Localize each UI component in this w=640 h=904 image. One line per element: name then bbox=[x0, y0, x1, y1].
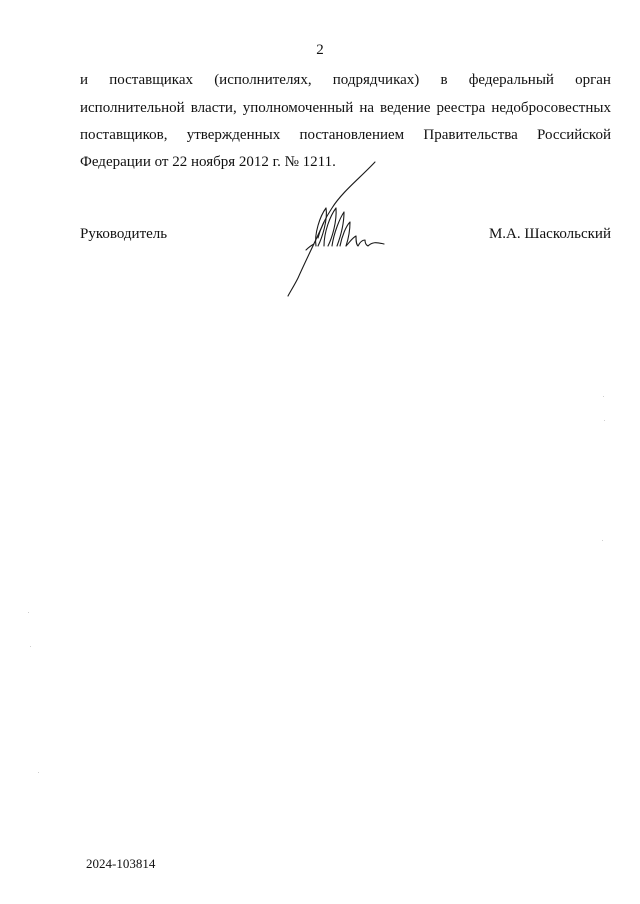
paragraph-word: исполнительной bbox=[80, 100, 185, 116]
paragraph-word: недобросовестных bbox=[491, 100, 611, 116]
paragraph-line-3 bbox=[80, 121, 611, 149]
paragraph-word: в bbox=[440, 72, 448, 88]
paragraph-word: постановлением bbox=[299, 127, 405, 143]
paragraph-word: утвержденных bbox=[186, 127, 281, 143]
paragraph-line-2 bbox=[80, 94, 611, 122]
paragraph-word: подрядчиках) bbox=[332, 72, 420, 88]
paragraph-line-1 bbox=[80, 66, 611, 94]
paragraph-word: Российской bbox=[537, 127, 611, 143]
paragraph-word: федеральный bbox=[468, 72, 554, 88]
paragraph-word: поставщиков, bbox=[80, 127, 168, 143]
document-code: 2024-103814 bbox=[86, 856, 156, 871]
paragraph-word: поставщиках bbox=[109, 72, 194, 88]
paragraph-word: реестра bbox=[436, 100, 486, 116]
paragraph-word: на bbox=[359, 100, 374, 116]
paragraph-word: власти, bbox=[190, 100, 237, 116]
scan-speck bbox=[602, 540, 603, 541]
scan-speck bbox=[604, 420, 605, 421]
handwritten-signature bbox=[280, 160, 390, 300]
scan-speck bbox=[30, 646, 31, 647]
signatory-name: М.А. Шаскольский bbox=[488, 226, 611, 242]
paragraph-word: и bbox=[80, 72, 89, 88]
scan-speck bbox=[28, 612, 29, 613]
paragraph-word: ведение bbox=[380, 100, 431, 116]
signatory-title: Руководитель bbox=[80, 226, 168, 242]
paragraph-line-4: Федерации от 22 ноября 2012 г. № 1211. bbox=[80, 154, 336, 170]
paragraph-word: орган bbox=[575, 72, 611, 88]
paragraph-word: уполномоченный bbox=[242, 100, 354, 116]
page-number: 2 bbox=[316, 42, 324, 58]
scan-speck bbox=[603, 396, 604, 397]
paragraph-word: (исполнителях, bbox=[214, 72, 312, 88]
paragraph-word: Правительства bbox=[423, 127, 518, 143]
scan-speck bbox=[38, 772, 39, 773]
